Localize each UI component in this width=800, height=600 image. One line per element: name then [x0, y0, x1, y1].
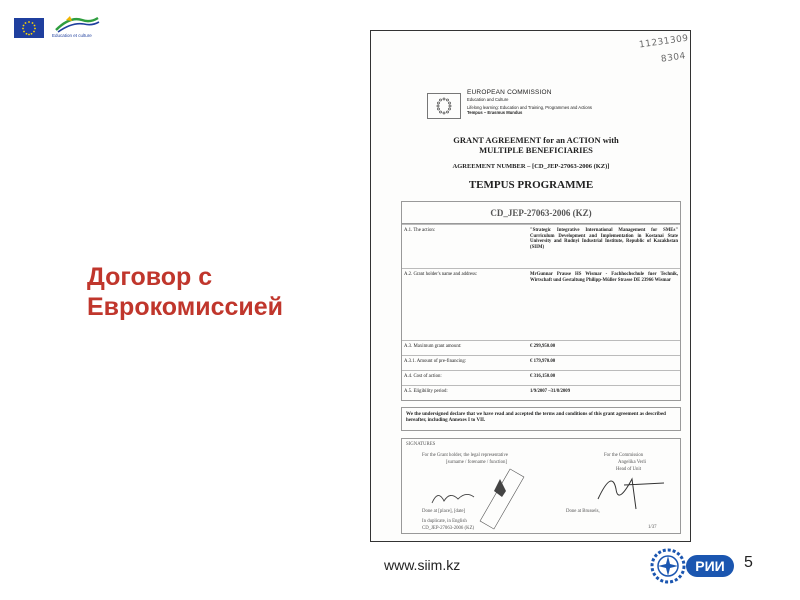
european-commission-logo	[427, 93, 461, 119]
detail-value: € 299,950.00	[530, 344, 556, 349]
duplicate-note: In duplicate, in English	[422, 519, 467, 524]
detail-row	[402, 355, 680, 370]
eu-flag-logo	[14, 18, 44, 38]
detail-label: A.3. Maximum grant amount:	[404, 344, 462, 349]
slide-title-line-1: Договор с	[87, 263, 213, 291]
grant-holder-name: [surname / forename / function]	[446, 460, 508, 465]
rii-logo	[648, 545, 738, 587]
detail-value: "Strategic Integrative International Management for SMEs" Curriculum Development and Implementation in Kostanai State University and Rudnyi Industrial Institute, Republic of Kazakhstan (SIIM)	[530, 228, 678, 250]
signatures-block	[401, 438, 681, 534]
agreement-title: GRANT AGREEMENT for an ACTION with MULTIPLE BENEFICIARIES	[453, 135, 619, 155]
commission-heading: For the Commission	[604, 453, 644, 458]
programme-title: TEMPUS PROGRAMME	[468, 179, 594, 191]
ec-title: EUROPEAN COMMISSION	[467, 89, 552, 96]
handwritten-note-2: 8304	[660, 51, 687, 65]
slide-title	[87, 262, 347, 322]
logo-caption: Education et culture	[52, 33, 92, 38]
handwritten-note-1: 11231309	[638, 33, 690, 51]
page-number: 5	[744, 554, 753, 571]
commission-done: Done at Brussels,	[566, 509, 600, 514]
detail-label: A.1. The action:	[404, 228, 436, 233]
detail-row	[402, 370, 680, 385]
document-page-number: 1/37	[648, 525, 657, 530]
footer-url: www.siim.kz	[384, 557, 461, 573]
slide-title-line-2: Еврокомиссией	[87, 293, 284, 321]
commission-role: Head of Unit	[616, 467, 642, 472]
detail-row	[402, 224, 680, 268]
agreement-number: AGREEMENT NUMBER – [CD_JEP-27063-2006 (KZ)]	[452, 163, 610, 170]
rii-logo-text: РИИ	[695, 558, 725, 574]
signatures-label: SIGNATURES	[406, 442, 436, 447]
scanned-grant-agreement	[370, 30, 691, 542]
detail-value: € 316,150.00	[530, 374, 556, 379]
project-code: CD_JEP-27063-2006 (KZ)	[402, 202, 680, 224]
detail-value: € 179,970.00	[530, 359, 556, 364]
stamp	[480, 469, 524, 529]
declaration: We the undersigned declare that we have read and accepted the terms and conditions of this grant agreement as described hereafter, including Annexes I to VII.	[401, 407, 681, 431]
detail-row	[402, 385, 680, 401]
grant-holder-done: Done at [place], [date]	[422, 509, 466, 514]
commission-header	[467, 89, 592, 115]
project-details-card	[401, 201, 681, 401]
detail-label: A.2. Grant holder's name and address:	[404, 272, 478, 277]
detail-row	[402, 268, 680, 340]
reference-code: CD_JEP-27063-2006 (KZ)	[422, 526, 475, 531]
ec-dg: Education and Culture	[467, 97, 509, 102]
detail-row	[402, 340, 680, 355]
commission-signatory: Angelika Verli	[618, 460, 647, 465]
detail-value: 1/9/2007 –31/8/2009	[530, 389, 571, 394]
ec-unit: Tempus – Erasmus Mundus	[467, 110, 523, 115]
grant-holder-heading: For the Grant holder, the legal representative	[422, 453, 508, 458]
detail-label: A.5. Eligibility period:	[404, 389, 448, 394]
detail-label: A.4. Cost of action:	[404, 374, 442, 379]
ec-programme: Lifelong learning: Education and Training, Programmes and Actions	[467, 105, 593, 110]
detail-label: A.3.1. Amount of pre-financing:	[404, 359, 467, 364]
detail-value: MrGunnar Prause HS Wismar - Fachhochschule fuer Technik, Wirtschaft und Gestaltung Philipp-Müller Strasse DE 23966 Wismar	[530, 272, 678, 283]
